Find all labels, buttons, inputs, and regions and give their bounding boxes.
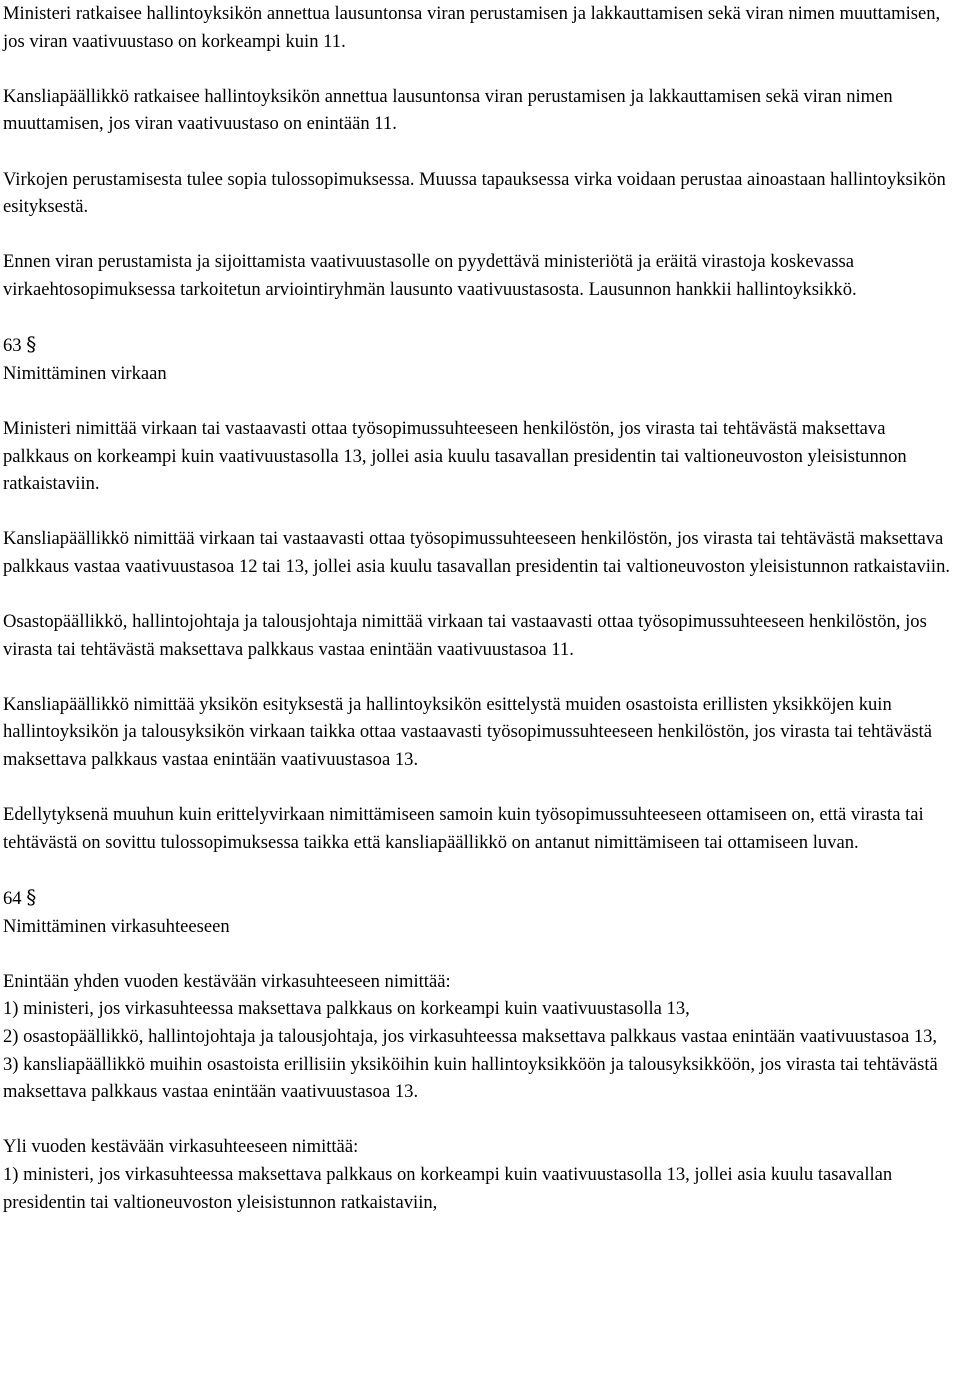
list-item: 3) kansliapäällikkö muihin osastoista erillisiin yksiköihin kuin hallintoyksikköön ja talousyksikköön, jos virasta tai tehtävästä maksettava palkkaus vastaa enintään vaativuustasoa 13. — [3, 1053, 938, 1103]
section-63-heading — [3, 331, 955, 387]
paragraph: Virkojen perustamisesta tulee sopia tulossopimuksessa. Muussa tapauksessa virka voidaan perustaa ainoastaan hallintoyksikön esityksestä. — [3, 168, 946, 218]
list-item: 2) osastopäällikkö, hallintojohtaja ja talousjohtaja, jos virkasuhteessa maksettava palkkaus vastaa enintään vaativuustasoa 13, — [3, 1025, 938, 1047]
paragraph: Ministeri nimittää virkaan tai vastaavasti ottaa työsopimussuhteeseen henkilöstön, jos virasta tai tehtävästä maksettava palkkaus on korkeampi kuin vaativuustasolla 13, jollei asia kuulu tasavallan presidentin tai valtioneuvoston yleisistunnon ratkaistaviin. — [3, 417, 907, 495]
paragraph: Edellytyksenä muuhun kuin erittelyvirkaan nimittämiseen samoin kuin työsopimussuhteeseen ottamiseen on, että virasta tai tehtävästä on sovittu tulossopimuksessa taikka että kansliapäällikkö on antanut nimittämiseen tai ottamiseen luvan. — [3, 804, 924, 853]
list-intro: Enintään yhden vuoden kestävään virkasuhteeseen nimittää: — [3, 970, 451, 992]
section-sign: § — [26, 332, 37, 357]
paragraph: Ennen viran perustamista ja sijoittamista vaativuustasolle on pyydettävä ministeriötä ja eräitä virastoja koskevassa virkaehtosopimuksessa tarkoitetun arviointiryhmän lausunto vaativuustasosta. Lausunnon hankkii hallintoyksikkö. — [3, 251, 857, 300]
section-title: Nimittäminen virkaan — [3, 362, 167, 384]
document-page — [3, 0, 955, 1244]
section-number-line — [3, 331, 955, 360]
list-item: 1) ministeri, jos virkasuhteessa maksettava palkkaus on korkeampi kuin vaativuustasolla 13, jollei asia kuulu tasavallan presidentin tai valtioneuvoston yleisistunnon ratkaistaviin, — [3, 1163, 893, 1213]
section-number-line — [3, 884, 955, 913]
paragraph: Kansliapäällikkö nimittää yksikön esityksestä ja hallintoyksikön esittelystä muiden osastoista erillisten yksikköjen kuin hallintoyksikön ja talousyksikön virkaan taikka ottaa vastaavasti työsopimussuhteeseen henkilöstön, jos virasta tai tehtävästä maksettava palkkaus vastaa enintään vaativuustasoa 13. — [3, 693, 932, 771]
list-item: 1) ministeri, jos virkasuhteessa maksettava palkkaus on korkeampi kuin vaativuustasolla 13, — [3, 998, 690, 1020]
appointment-list-long — [3, 1133, 955, 1216]
section-number: 63 — [3, 335, 22, 357]
section-64-heading — [3, 884, 955, 940]
paragraph: Kansliapäällikkö ratkaisee hallintoyksikön annettua lausuntonsa viran perustamisen ja lakkauttamisen sekä viran nimen muuttamisen, jos viran vaativuustaso on enintään 11. — [3, 85, 893, 135]
paragraph: Osastopäällikkö, hallintojohtaja ja talousjohtaja nimittää virkaan tai vastaavasti ottaa työsopimussuhteeseen henkilöstön, jos virasta tai tehtävästä maksettava palkkaus vastaa enintään vaativuustasoa 11. — [3, 611, 927, 660]
section-number: 64 — [3, 888, 22, 909]
paragraph: Ministeri ratkaisee hallintoyksikön annettua lausuntonsa viran perustamisen ja lakkauttamisen sekä viran nimen muuttamisen, jos viran vaativuustaso on korkeampi kuin 11. — [3, 3, 941, 52]
list-intro: Yli vuoden kestävään virkasuhteeseen nimittää: — [3, 1136, 359, 1158]
section-sign: § — [26, 885, 37, 909]
appointment-list-short — [3, 968, 955, 1106]
paragraph: Kansliapäällikkö nimittää virkaan tai vastaavasti ottaa työsopimussuhteeseen henkilöstön, jos virasta tai tehtävästä maksettava palkkaus vastaa vaativuustasoa 12 tai 13, jollei asia kuulu tasavallan presidentin tai valtioneuvoston yleisistunnon ratkaistaviin. — [3, 528, 951, 577]
section-title: Nimittäminen virkasuhteeseen — [3, 915, 230, 937]
